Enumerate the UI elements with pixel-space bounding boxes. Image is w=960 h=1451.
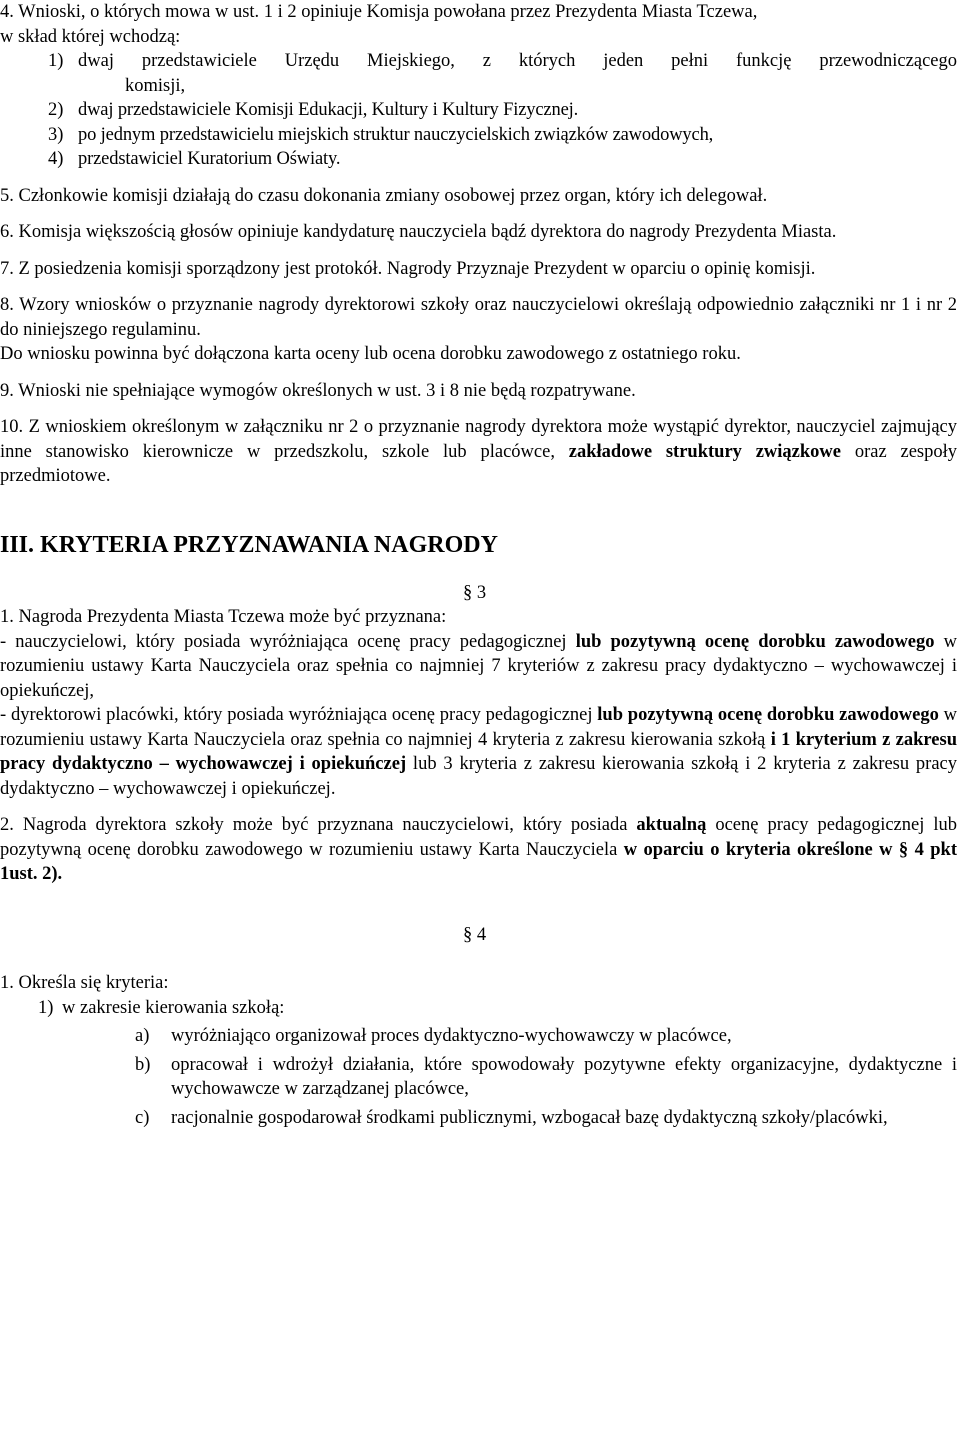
paragraph-8b: Do wniosku powinna być dołączona karta oceny lub ocena dorobku zawodowego z ostatniego roku. [0, 344, 741, 364]
list-text: dwaj przedstawiciele Urzędu Miejskiego, z których jeden pełni funkcję przewodniczącego [78, 51, 957, 71]
s4-paragraph-1: 1. Określa się kryteria: [0, 973, 169, 993]
s3-bullet-director-text: - dyrektorowi placówki, który posiada wyróżniająca ocenę pracy pedagogicznej [0, 705, 598, 725]
list-number: 2) [48, 100, 64, 120]
paragraph-6: 6. Komisja większością głosów opiniuje kandydaturę nauczyciela bądź dyrektora do nagrody Prezydenta Miasta. [0, 222, 837, 242]
s3-paragraph-2-bold: aktualną [636, 815, 707, 835]
p4-intro-line2: w skład której wchodzą: [0, 26, 181, 47]
criterion-a [0, 1024, 957, 1049]
paragraph-10 [0, 415, 957, 489]
section-4-marker: § 4 [463, 924, 487, 945]
paragraph-5: 5. Członkowie komisji działają do czasu dokonania zmiany osobowej przez organ, który ich delegował. [0, 185, 768, 206]
p4-item-3 [0, 123, 957, 148]
paragraph-7: 7. Z posiedzenia komisji sporządzony jest protokół. Nagrody Przyznaje Prezydent w oparciu o opinię komisji. [0, 258, 816, 279]
s4-sub-1 [0, 996, 957, 1021]
s3-bullet-director [0, 703, 957, 801]
s3-bullet-director-mid: w rozumieniu ustawy Karta Nauczyciela oraz spełnia co najmniej 4 kryteria z zakresu kierowania szkołą [0, 705, 957, 750]
section-3-marker: § 3 [463, 582, 487, 603]
criterion-b [0, 1053, 957, 1102]
s3-bullet-teacher-text: - nauczycielowi, który posiada wyróżniająca ocenę pracy pedagogicznej [0, 631, 576, 652]
s3-bullet-director-bold2: i 1 kryterium z zakresu pracy dydaktyczno – wychowawczej i opiekuńczej [0, 729, 957, 774]
s3-paragraph-2-bold2: w oparciu o kryteria określone w § 4 pkt 1ust. 2). [0, 839, 957, 884]
s3-bullet-teacher-end: w rozumieniu ustawy Karta Nauczyciela oraz spełnia co najmniej 7 kryteriów z zakresu pracy dydaktyczno – wychowawczej i opiekuńczej, [0, 631, 957, 701]
s3-paragraph-1: 1. Nagroda Prezydenta Miasta Tczewa może być przyznana: [0, 607, 447, 627]
paragraph-9: 9. Wnioski nie spełniające wymogów określonych w ust. 3 i 8 nie będą rozpatrywane. [0, 380, 636, 401]
p4-item-1 [0, 49, 957, 74]
p4-intro-line1: 4. Wnioski, o których mowa w ust. 1 i 2 opiniuje Komisja powołana przez Prezydenta Miasta Tczewa, [0, 2, 758, 22]
paragraph-10-bold: zakładowe struktury związkowe [568, 441, 842, 462]
s3-bullet-director-bold: lub pozytywną ocenę dorobku zawodowego [597, 705, 939, 725]
paragraph-10-text: 10. Z wnioskiem określonym w załączniku nr 2 o przyznanie nagrody dyrektora może wystąpić dyrektor, nauczyciel zajmujący inne stanowisko kierownicze w przedszkolu, szkole lub placówce, [0, 417, 957, 462]
s3-paragraph-2 [0, 813, 957, 887]
list-number: 3) [48, 124, 64, 145]
list-text: w zakresie kierowania szkołą: [62, 997, 285, 1018]
s3-paragraph-2-mid: ocenę pracy pedagogicznej lub pozytywną ocenę dorobku zawodowego w rozumieniu ustawy Karta Nauczyciela [0, 815, 957, 860]
list-text: opracował i wdrożył działania, które spowodowały pozytywne efekty organizacyjne, dydaktyczne i wychowawcze w zarządzanej placówce, [171, 1054, 957, 1099]
list-number: 4) [48, 149, 64, 169]
list-text: wyróżniająco organizował proces dydaktyczno-wychowawczy w placówce, [171, 1026, 732, 1046]
s3-bullet-director-end: lub 3 kryteria z zakresu kierowania szkołą i 2 kryteria z zakresu pracy dydaktyczno – wychowawczej i opiekuńczej. [0, 754, 958, 799]
list-letter: c) [135, 1107, 150, 1128]
paragraph-8a: 8. Wzory wniosków o przyznanie nagrody dyrektorowi szkoły oraz nauczycielowi określają odpowiednio załączniki nr 1 i nr 2 do niniejszego regulaminu. [0, 295, 957, 340]
p4-item-2 [0, 98, 957, 123]
list-text: dwaj przedstawiciele Komisji Edukacji, Kultury i Kultury Fizycznej. [78, 100, 579, 120]
list-text: racjonalnie gospodarował środkami publicznymi, wzbogacał bazę dydaktyczną szkoły/placówki, [171, 1107, 888, 1128]
list-number: 1) [48, 51, 64, 71]
list-letter: b) [135, 1054, 151, 1075]
criterion-c [0, 1106, 957, 1131]
paragraph-10-end: oraz zespoły przedmiotowe. [0, 441, 957, 486]
list-letter: a) [135, 1026, 150, 1046]
list-number: 1) [38, 997, 54, 1018]
p4-item-4 [0, 147, 957, 172]
section-heading: III. KRYTERIA PRZYZNAWANIA NAGRODY [0, 531, 498, 558]
p4-item-1-cont: komisji, [125, 75, 186, 96]
s3-paragraph-2-text: 2. Nagroda dyrektora szkoły może być przyznana nauczycielowi, który posiada [0, 815, 637, 835]
list-text: po jednym przedstawicielu miejskich struktur nauczycielskich związków zawodowych, [78, 124, 714, 145]
s3-bullet-teacher [0, 630, 957, 704]
list-text: przedstawiciel Kuratorium Oświaty. [78, 149, 341, 169]
s3-bullet-teacher-bold: lub pozytywną ocenę dorobku zawodowego [575, 631, 935, 652]
